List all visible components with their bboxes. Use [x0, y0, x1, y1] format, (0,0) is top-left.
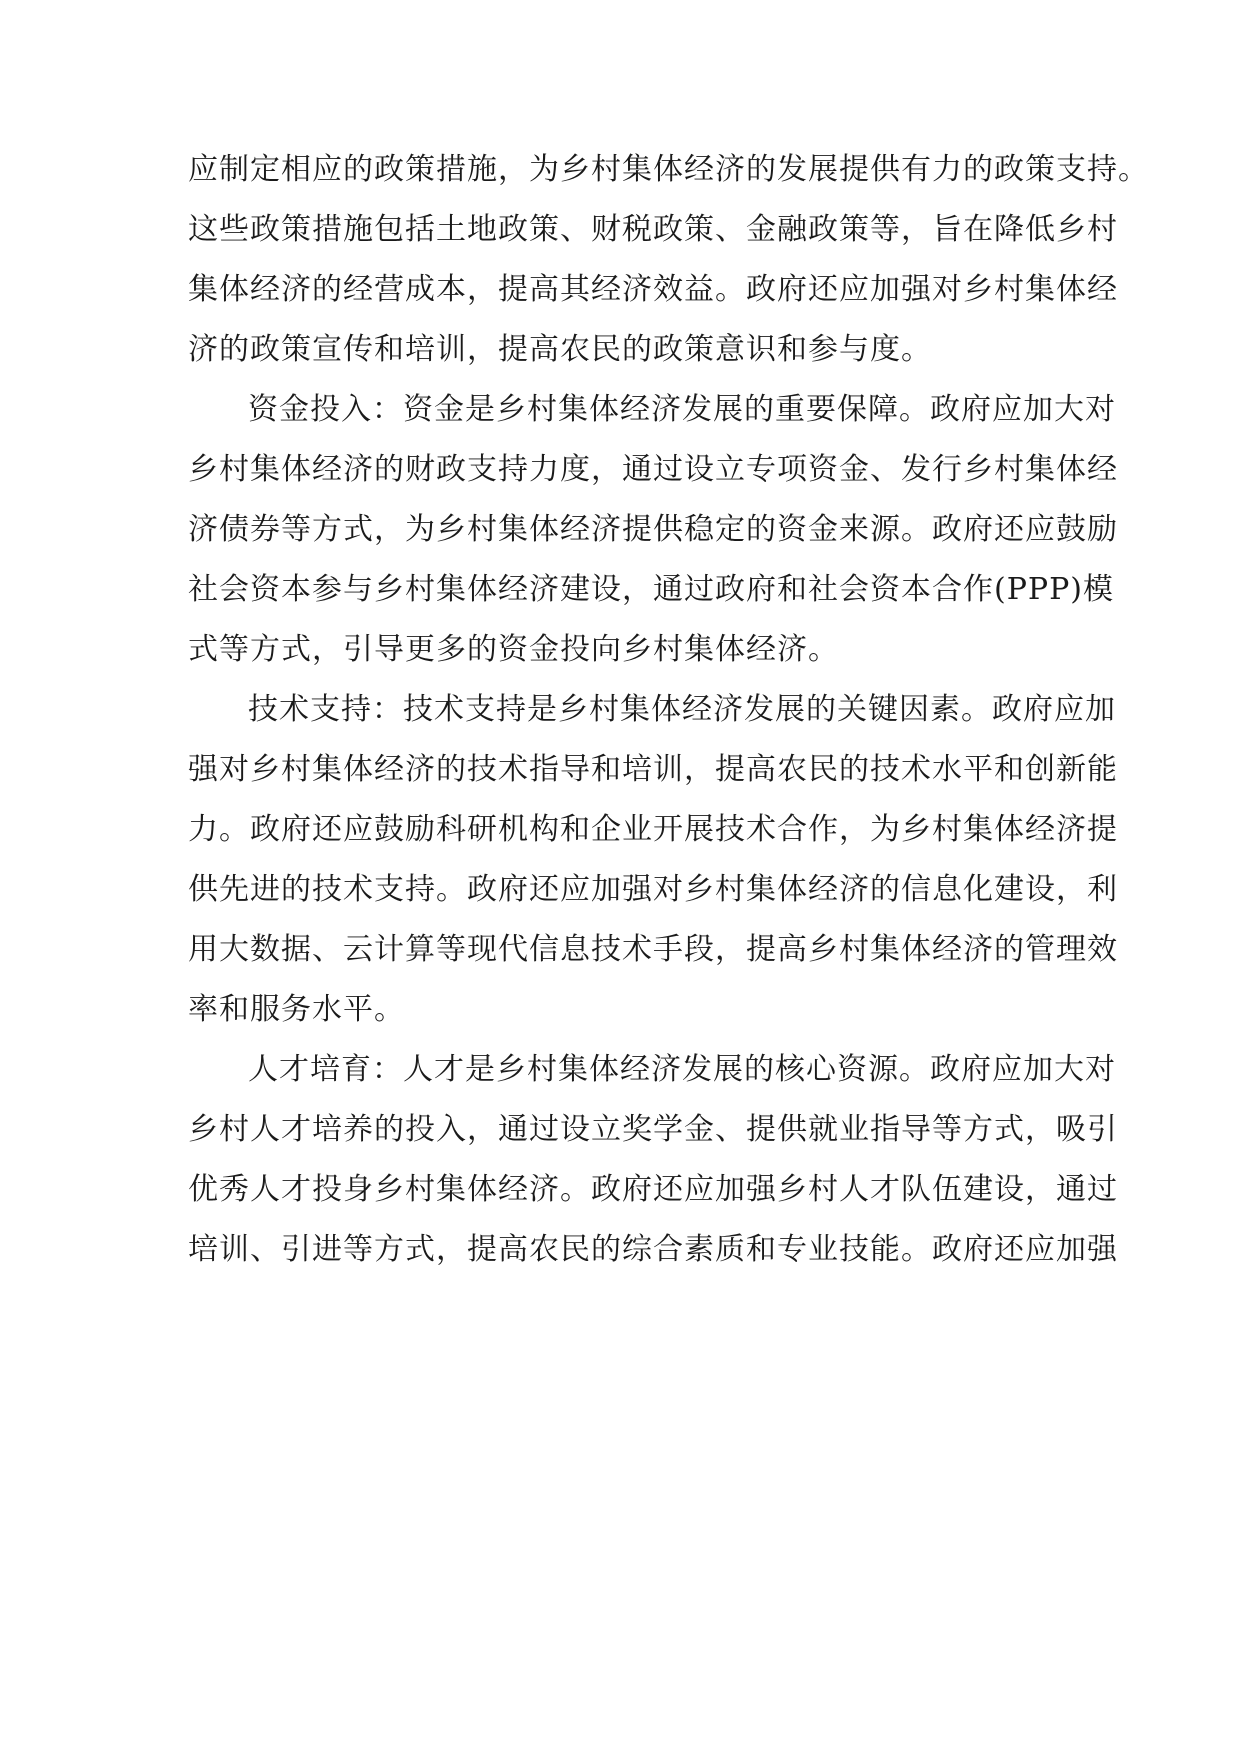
text-line: 率和服务水平。	[188, 992, 405, 1027]
text-line: 乡村人才培养的投入，通过设立奖学金、提供就业指导等方式，吸引	[188, 1112, 1118, 1147]
paragraph-start-funding: 资金投入：资金是乡村集体经济发展的重要保障。政府应加大对	[248, 392, 1116, 427]
text-line: 强对乡村集体经济的技术指导和培训，提高农民的技术水平和创新能	[188, 752, 1118, 787]
body-text	[188, 140, 1149, 1280]
text-line: 培训、引进等方式，提高农民的综合素质和专业技能。政府还应加强	[188, 1232, 1118, 1267]
text-line: 集体经济的经营成本，提高其经济效益。政府还应加强对乡村集体经	[188, 272, 1118, 307]
paragraph-start-technology: 技术支持：技术支持是乡村集体经济发展的关键因素。政府应加	[248, 692, 1116, 727]
text-line: 济债券等方式，为乡村集体经济提供稳定的资金来源。政府还应鼓励	[188, 512, 1118, 547]
text-line: 应制定相应的政策措施，为乡村集体经济的发展提供有力的政策支持。	[188, 152, 1149, 187]
text-line: 社会资本参与乡村集体经济建设，通过政府和社会资本合作(PPP)模	[188, 572, 1114, 607]
text-line: 乡村集体经济的财政支持力度，通过设立专项资金、发行乡村集体经	[188, 452, 1118, 487]
text-line: 力。政府还应鼓励科研机构和企业开展技术合作，为乡村集体经济提	[188, 812, 1118, 847]
text-line: 用大数据、云计算等现代信息技术手段，提高乡村集体经济的管理效	[188, 932, 1118, 967]
text-line: 优秀人才投身乡村集体经济。政府还应加强乡村人才队伍建设，通过	[188, 1172, 1118, 1207]
text-line: 式等方式，引导更多的资金投向乡村集体经济。	[188, 632, 839, 667]
text-line: 这些政策措施包括土地政策、财税政策、金融政策等，旨在降低乡村	[188, 212, 1118, 247]
text-line: 济的政策宣传和培训，提高农民的政策意识和参与度。	[188, 332, 932, 367]
text-line: 供先进的技术支持。政府还应加强对乡村集体经济的信息化建设，利	[188, 872, 1118, 907]
paragraph-start-talent: 人才培育：人才是乡村集体经济发展的核心资源。政府应加大对	[248, 1052, 1116, 1087]
